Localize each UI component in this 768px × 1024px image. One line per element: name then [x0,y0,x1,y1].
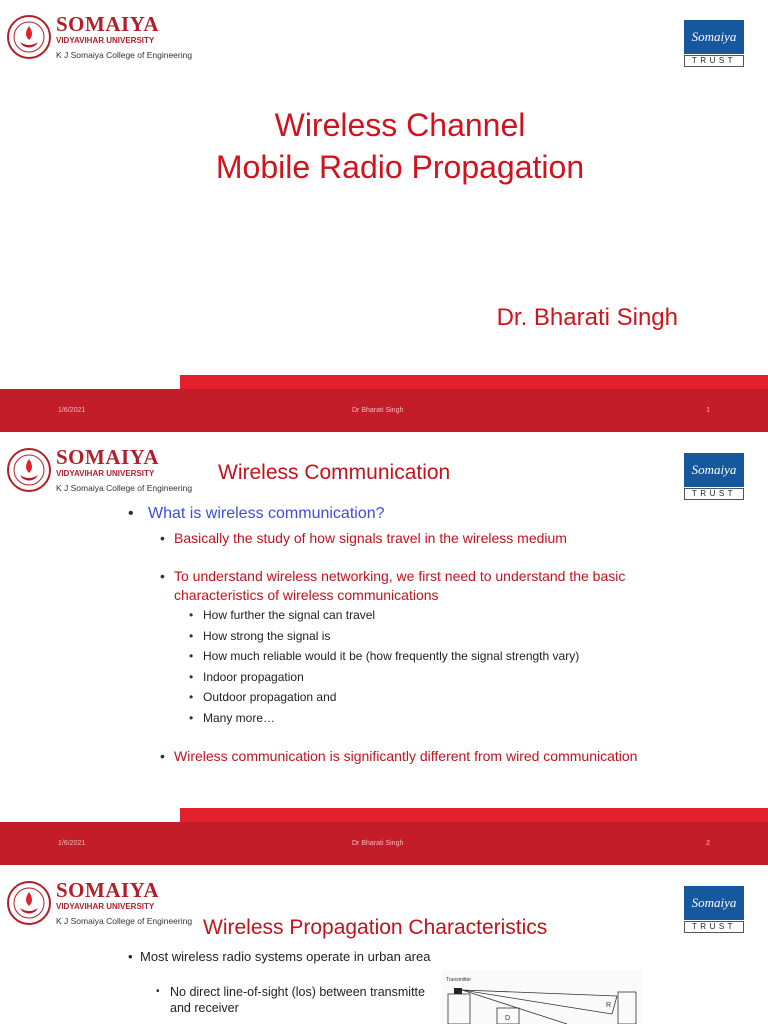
title-line-2: Mobile Radio Propagation [215,149,585,185]
logo-name: SOMAIYA [56,444,160,469]
footer-page-number: 2 [706,840,710,847]
label-r: R [606,1002,612,1009]
sub-bullet-line-1: No direct line-of-sight (los) between transmitte [170,985,425,999]
somaiya-emblem-icon [6,447,52,493]
footer-page-number: 1 [706,407,710,414]
slide-3 [0,866,768,1024]
logo-college: K J Somaiya College of Engineering [56,49,193,60]
trust-logo-script: Somaiya [684,886,744,920]
sub-bullet: • How strong the signal is [128,626,688,647]
label-d: D [505,1015,511,1022]
trust-logo-script: Somaiya [684,453,744,487]
logo-name: SOMAIYA [56,877,160,902]
slide-title: Wireless Communication [218,461,451,484]
slide-2 [0,433,768,865]
slide-content [128,503,688,766]
trust-logo-word: TRUST [684,921,744,933]
logo-university: VIDYAVIHAR UNIVERSITY [56,35,155,45]
sub-bullet [156,984,452,1016]
bullet-point-1: • Basically the study of how signals travel in the wireless medium [128,529,688,548]
trust-logo-word: TRUST [684,488,744,500]
sub-bullet: • Many more… [128,708,688,729]
bullet-point-2: • To understand wireless networking, we first need to understand the basic characteristics of wireless communications [128,567,688,605]
sub-bullet: • How further the signal can travel [128,605,688,626]
logo-college: K J Somaiya College of Engineering [56,482,193,493]
somaiya-emblem-icon [6,14,52,60]
bullet-point-1: • Most wireless radio systems operate in urban area [128,948,450,965]
presentation-title [0,104,768,188]
logo-university: VIDYAVIHAR UNIVERSITY [56,468,155,478]
somaiya-trust-logo [684,453,744,499]
sub-bullet: • How much reliable would it be (how frequently the signal strength vary) [128,646,688,667]
footer-accent-bar [180,808,768,822]
question-bullet: • What is wireless communication? [128,503,688,525]
sub-bullet: • Outdoor propagation and [128,687,688,708]
transmitter-label: Transmitter [446,977,472,983]
trust-logo-word: TRUST [684,55,744,67]
somaiya-emblem-icon [6,880,52,926]
slide-footer [0,389,768,432]
somaiya-logo [6,8,206,66]
somaiya-trust-logo [684,20,744,66]
trust-logo-script: Somaiya [684,20,744,54]
footer-accent-bar [180,375,768,389]
footer-author: Dr Bharati Singh [352,407,404,414]
propagation-diagram [442,970,642,1024]
author-name: Dr. Bharati Singh [496,304,678,331]
footer-date: 1/6/2021 [58,407,86,414]
title-line-1: Wireless Channel [274,107,526,143]
slide-1 [0,0,768,432]
logo-college: K J Somaiya College of Engineering [56,915,193,926]
logo-name: SOMAIYA [56,11,160,36]
footer-date: 1/6/2021 [58,840,86,847]
antenna-icon [454,988,462,994]
sub-bullet: • Indoor propagation [128,667,688,688]
bullet-point-3: • Wireless communication is significantly different from wired communication [128,747,688,766]
somaiya-trust-logo [684,886,744,932]
slide-footer [0,822,768,865]
sub-bullet-line-2: and receiver [170,1001,239,1015]
somaiya-logo [6,441,206,499]
logo-university: VIDYAVIHAR UNIVERSITY [56,901,155,911]
slide-title: Wireless Propagation Characteristics [203,916,548,939]
somaiya-logo [6,874,206,932]
footer-author: Dr Bharati Singh [352,840,404,847]
